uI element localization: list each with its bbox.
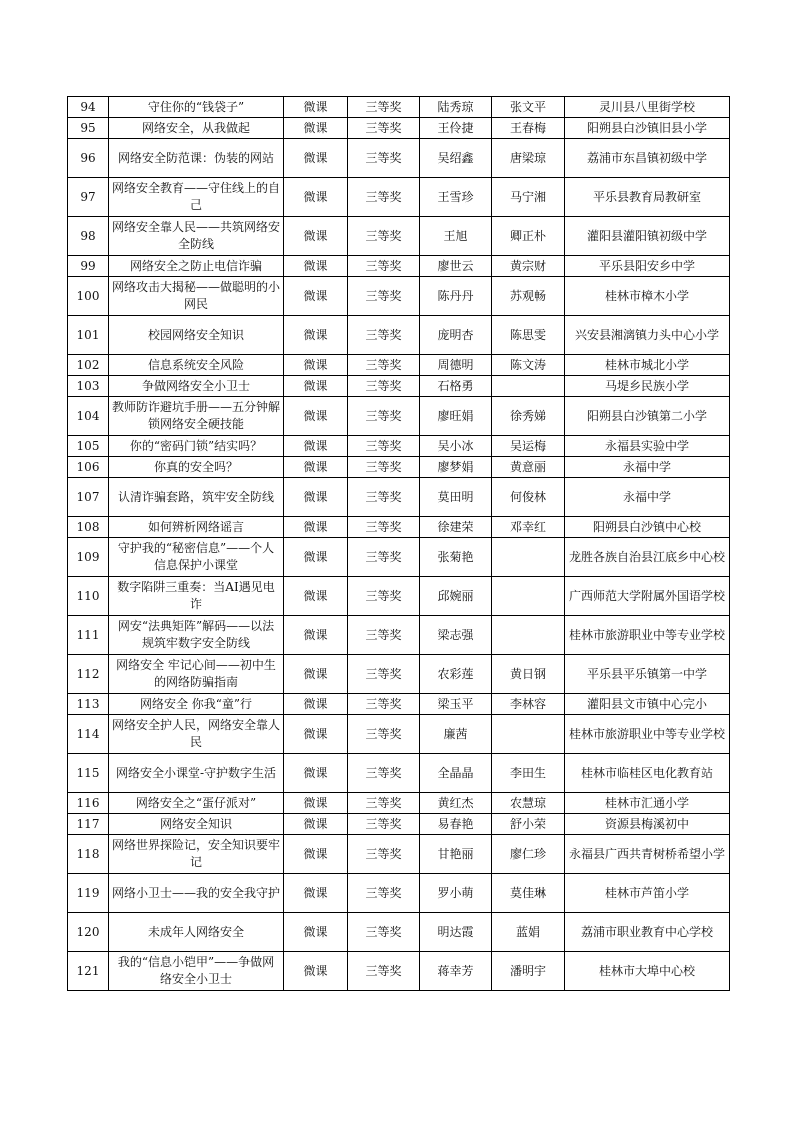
tutor-name-cell: 蓝娟 [492,913,565,952]
author-name-cell: 王旭 [420,217,492,256]
tutor-name-cell: 张文平 [492,97,565,118]
school-name-cell: 阳朔县白沙镇第二小学 [565,397,730,436]
work-title-cell: 网络攻击大揭秘——做聪明的小网民 [109,277,284,316]
table-row [68,256,730,277]
school-name-cell: 桂林市芦笛小学 [565,874,730,913]
tutor-name-cell: 黄日钢 [492,655,565,694]
work-type-cell: 微课 [284,457,348,478]
work-type-cell: 微课 [284,355,348,376]
work-type-cell: 微课 [284,694,348,715]
row-number-cell: 101 [68,316,109,355]
award-level-cell: 三等奖 [348,316,420,355]
row-number-cell: 112 [68,655,109,694]
school-name-cell: 资源县梅溪初中 [565,814,730,835]
work-type-cell: 微课 [284,316,348,355]
award-level-cell: 三等奖 [348,694,420,715]
tutor-name-cell: 陈思雯 [492,316,565,355]
work-title-cell: 网络安全之“蛋仔派对” [109,793,284,814]
school-name-cell: 永福县实验中学 [565,436,730,457]
award-level-cell: 三等奖 [348,457,420,478]
work-title-cell: 我的“信息小铠甲”——争做网络安全小卫士 [109,952,284,991]
school-name-cell: 灵川县八里街学校 [565,97,730,118]
table-row [68,694,730,715]
author-name-cell: 蒋幸芳 [420,952,492,991]
table-row [68,835,730,874]
work-title-cell: 网络安全之防止电信诈骗 [109,256,284,277]
work-title-cell: 网安“法典矩阵”解码——以法规筑牢数字安全防线 [109,616,284,655]
work-type-cell: 微课 [284,874,348,913]
table-row [68,517,730,538]
author-name-cell: 石格勇 [420,376,492,397]
school-name-cell: 马堤乡民族小学 [565,376,730,397]
table-row [68,277,730,316]
award-level-cell: 三等奖 [348,97,420,118]
school-name-cell: 桂林市城北小学 [565,355,730,376]
school-name-cell: 广西师范大学附属外国语学校 [565,577,730,616]
table-row [68,436,730,457]
table-row [68,913,730,952]
award-level-cell: 三等奖 [348,517,420,538]
award-level-cell: 三等奖 [348,835,420,874]
author-name-cell: 梁玉平 [420,694,492,715]
author-name-cell: 王伶捷 [420,118,492,139]
tutor-name-cell: 邓幸红 [492,517,565,538]
award-level-cell: 三等奖 [348,118,420,139]
table-row [68,616,730,655]
work-type-cell: 微课 [284,754,348,793]
tutor-name-cell: 卿正朴 [492,217,565,256]
author-name-cell: 明达霞 [420,913,492,952]
work-title-cell: 网络安全小课堂-守护数字生活 [109,754,284,793]
author-name-cell: 廖世云 [420,256,492,277]
award-level-cell: 三等奖 [348,355,420,376]
work-type-cell: 微课 [284,139,348,178]
author-name-cell: 甘艳丽 [420,835,492,874]
table-row [68,874,730,913]
work-title-cell: 网络安全靠人民——共筑网络安全防线 [109,217,284,256]
row-number-cell: 115 [68,754,109,793]
work-type-cell: 微课 [284,952,348,991]
tutor-name-cell: 何俊林 [492,478,565,517]
author-name-cell: 廖旺娟 [420,397,492,436]
school-name-cell: 桂林市汇通小学 [565,793,730,814]
school-name-cell: 永福中学 [565,478,730,517]
tutor-name-cell: 潘明宇 [492,952,565,991]
table-row [68,655,730,694]
tutor-name-cell: 王春梅 [492,118,565,139]
award-level-cell: 三等奖 [348,436,420,457]
work-title-cell: 守护我的“秘密信息”——个人信息保护小课堂 [109,538,284,577]
work-title-cell: 认清诈骗套路，筑牢安全防线 [109,478,284,517]
tutor-name-cell: 莫佳琳 [492,874,565,913]
work-type-cell: 微课 [284,376,348,397]
row-number-cell: 113 [68,694,109,715]
award-level-cell: 三等奖 [348,277,420,316]
work-title-cell: 网络安全教育——守住线上的自己 [109,178,284,217]
tutor-name-cell: 吴运梅 [492,436,565,457]
work-title-cell: 数字陷阱三重奏：当AI遇见电诈 [109,577,284,616]
row-number-cell: 104 [68,397,109,436]
tutor-name-cell [492,538,565,577]
work-title-cell: 网络世界探险记，安全知识要牢记 [109,835,284,874]
work-type-cell: 微课 [284,517,348,538]
author-name-cell: 莫田明 [420,478,492,517]
table-row [68,814,730,835]
award-level-cell: 三等奖 [348,577,420,616]
tutor-name-cell: 李林容 [492,694,565,715]
row-number-cell: 120 [68,913,109,952]
tutor-name-cell: 唐梁琼 [492,139,565,178]
table-row [68,376,730,397]
award-level-cell: 三等奖 [348,874,420,913]
tutor-name-cell: 黄意丽 [492,457,565,478]
row-number-cell: 114 [68,715,109,754]
school-name-cell: 龙胜各族自治县江底乡中心校 [565,538,730,577]
work-type-cell: 微课 [284,478,348,517]
table-row [68,178,730,217]
tutor-name-cell: 苏观畅 [492,277,565,316]
work-title-cell: 网络安全知识 [109,814,284,835]
school-name-cell: 永福县广西共青树桥希望小学 [565,835,730,874]
award-level-cell: 三等奖 [348,814,420,835]
table-row [68,577,730,616]
school-name-cell: 桂林市樟木小学 [565,277,730,316]
work-type-cell: 微课 [284,577,348,616]
author-name-cell: 陆秀琼 [420,97,492,118]
work-title-cell: 网络安全 你我“童”行 [109,694,284,715]
work-type-cell: 微课 [284,835,348,874]
tutor-name-cell: 李田生 [492,754,565,793]
school-name-cell: 灌阳县文市镇中心完小 [565,694,730,715]
work-type-cell: 微课 [284,616,348,655]
award-level-cell: 三等奖 [348,715,420,754]
work-type-cell: 微课 [284,715,348,754]
work-title-cell: 校园网络安全知识 [109,316,284,355]
work-type-cell: 微课 [284,436,348,457]
school-name-cell: 平乐县平乐镇第一中学 [565,655,730,694]
row-number-cell: 106 [68,457,109,478]
table-row [68,457,730,478]
award-level-cell: 三等奖 [348,376,420,397]
tutor-name-cell: 徐秀娣 [492,397,565,436]
award-level-cell: 三等奖 [348,139,420,178]
author-name-cell: 吴小冰 [420,436,492,457]
award-level-cell: 三等奖 [348,793,420,814]
award-level-cell: 三等奖 [348,256,420,277]
work-type-cell: 微课 [284,397,348,436]
work-type-cell: 微课 [284,793,348,814]
row-number-cell: 107 [68,478,109,517]
school-name-cell: 荔浦市东昌镇初级中学 [565,139,730,178]
author-name-cell: 王雪珍 [420,178,492,217]
school-name-cell: 荔浦市职业教育中心学校 [565,913,730,952]
table-row [68,538,730,577]
row-number-cell: 103 [68,376,109,397]
table-row [68,316,730,355]
author-name-cell: 周德明 [420,355,492,376]
work-title-cell: 如何辨析网络谣言 [109,517,284,538]
work-type-cell: 微课 [284,217,348,256]
school-name-cell: 桂林市旅游职业中等专业学校 [565,616,730,655]
row-number-cell: 98 [68,217,109,256]
school-name-cell: 永福中学 [565,457,730,478]
table-row [68,793,730,814]
work-title-cell: 网络小卫士——我的安全我守护 [109,874,284,913]
work-title-cell: 网络安全 牢记心间——初中生的网络防骗指南 [109,655,284,694]
tutor-name-cell [492,715,565,754]
tutor-name-cell: 黄宗财 [492,256,565,277]
school-name-cell: 灌阳县灌阳镇初级中学 [565,217,730,256]
work-type-cell: 微课 [284,256,348,277]
work-type-cell: 微课 [284,814,348,835]
author-name-cell: 邱婉丽 [420,577,492,616]
row-number-cell: 116 [68,793,109,814]
award-level-cell: 三等奖 [348,913,420,952]
table-row [68,355,730,376]
school-name-cell: 桂林市临桂区电化教育站 [565,754,730,793]
author-name-cell: 张菊艳 [420,538,492,577]
tutor-name-cell: 马宁湘 [492,178,565,217]
school-name-cell: 阳朔县白沙镇中心校 [565,517,730,538]
school-name-cell: 平乐县阳安乡中学 [565,256,730,277]
author-name-cell: 农彩莲 [420,655,492,694]
row-number-cell: 94 [68,97,109,118]
work-title-cell: 网络安全防范课：伪装的网站 [109,139,284,178]
row-number-cell: 95 [68,118,109,139]
author-name-cell: 易春艳 [420,814,492,835]
row-number-cell: 96 [68,139,109,178]
row-number-cell: 110 [68,577,109,616]
work-type-cell: 微课 [284,277,348,316]
work-title-cell: 守住你的“钱袋子” [109,97,284,118]
tutor-name-cell [492,376,565,397]
row-number-cell: 118 [68,835,109,874]
author-name-cell: 徐建荣 [420,517,492,538]
tutor-name-cell: 陈文涛 [492,355,565,376]
school-name-cell: 阳朔县白沙镇旧县小学 [565,118,730,139]
work-title-cell: 网络安全，从我做起 [109,118,284,139]
work-title-cell: 信息系统安全风险 [109,355,284,376]
school-name-cell: 桂林市大埠中心校 [565,952,730,991]
row-number-cell: 99 [68,256,109,277]
work-title-cell: 网络安全护人民，网络安全靠人民 [109,715,284,754]
tutor-name-cell: 廖仁珍 [492,835,565,874]
work-title-cell: 你真的安全吗？ [109,457,284,478]
author-name-cell: 黄红杰 [420,793,492,814]
award-level-cell: 三等奖 [348,178,420,217]
work-type-cell: 微课 [284,97,348,118]
row-number-cell: 109 [68,538,109,577]
work-title-cell: 你的“密码门锁”结实吗？ [109,436,284,457]
row-number-cell: 111 [68,616,109,655]
author-name-cell: 廉茜 [420,715,492,754]
tutor-name-cell [492,577,565,616]
tutor-name-cell: 舒小荣 [492,814,565,835]
author-name-cell: 吴绍鑫 [420,139,492,178]
row-number-cell: 108 [68,517,109,538]
author-name-cell: 廖梦娟 [420,457,492,478]
school-name-cell: 平乐县教育局教研室 [565,178,730,217]
work-type-cell: 微课 [284,118,348,139]
award-level-cell: 三等奖 [348,952,420,991]
row-number-cell: 97 [68,178,109,217]
author-name-cell: 陈丹丹 [420,277,492,316]
tutor-name-cell [492,616,565,655]
table-row [68,478,730,517]
row-number-cell: 105 [68,436,109,457]
work-type-cell: 微课 [284,655,348,694]
award-level-cell: 三等奖 [348,217,420,256]
school-name-cell: 兴安县湘漓镇力头中心小学 [565,316,730,355]
work-type-cell: 微课 [284,913,348,952]
work-title-cell: 争做网络安全小卫士 [109,376,284,397]
row-number-cell: 119 [68,874,109,913]
awards-table [67,96,730,991]
table-row [68,715,730,754]
author-name-cell: 梁志强 [420,616,492,655]
school-name-cell: 桂林市旅游职业中等专业学校 [565,715,730,754]
award-level-cell: 三等奖 [348,616,420,655]
table-row [68,118,730,139]
row-number-cell: 100 [68,277,109,316]
row-number-cell: 117 [68,814,109,835]
award-level-cell: 三等奖 [348,655,420,694]
award-level-cell: 三等奖 [348,538,420,577]
row-number-cell: 102 [68,355,109,376]
table-row [68,952,730,991]
work-title-cell: 教师防诈避坑手册——五分钟解锁网络安全硬技能 [109,397,284,436]
row-number-cell: 121 [68,952,109,991]
table-row [68,217,730,256]
work-type-cell: 微课 [284,538,348,577]
tutor-name-cell: 农慧琼 [492,793,565,814]
table-row [68,97,730,118]
table-row [68,754,730,793]
table-row [68,139,730,178]
award-level-cell: 三等奖 [348,478,420,517]
author-name-cell: 罗小萌 [420,874,492,913]
author-name-cell: 全晶晶 [420,754,492,793]
awards-table-body [68,97,730,991]
work-type-cell: 微课 [284,178,348,217]
work-title-cell: 未成年人网络安全 [109,913,284,952]
award-level-cell: 三等奖 [348,397,420,436]
award-level-cell: 三等奖 [348,754,420,793]
table-row [68,397,730,436]
author-name-cell: 庞明杏 [420,316,492,355]
